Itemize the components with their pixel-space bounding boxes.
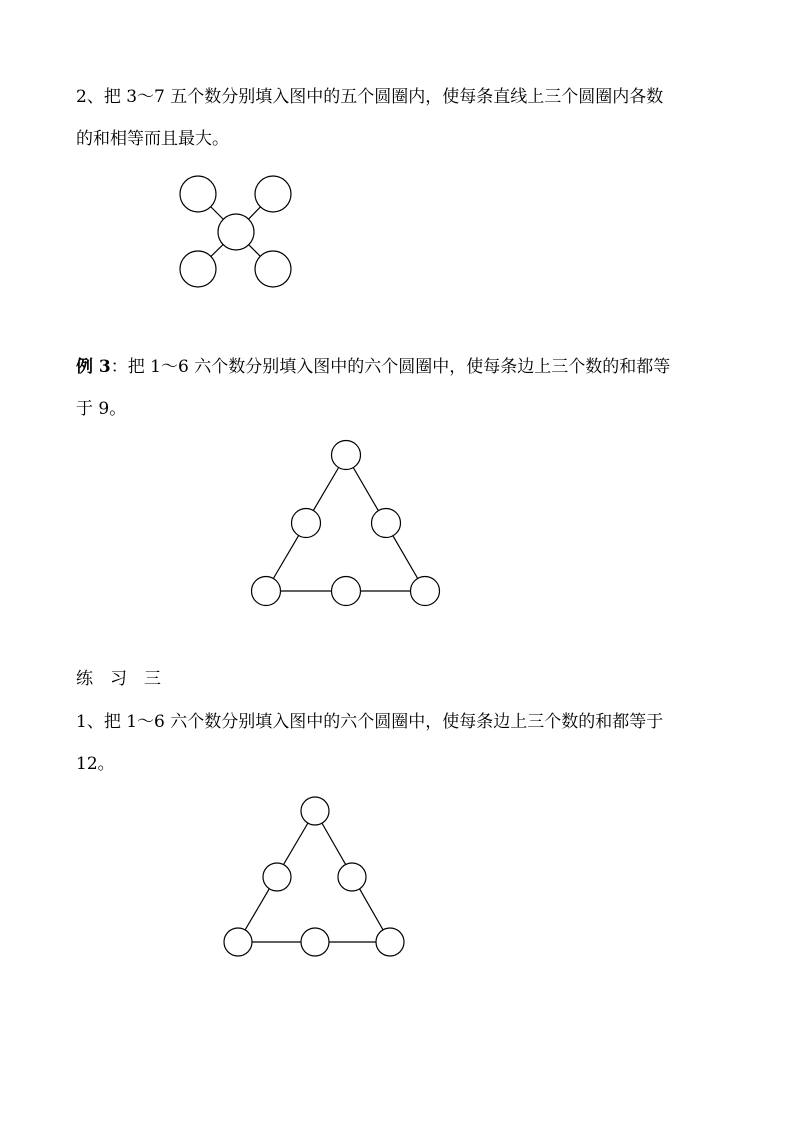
example-3-label: 例 3 — [76, 357, 111, 377]
blank-circle-bottom-mid — [301, 928, 329, 956]
blank-circle-bottom-left — [224, 928, 252, 956]
example-3-text: ：把 1～6 六个数分别填入图中的六个圆圈中，使每条边上三个数的和都等 — [110, 357, 671, 377]
blank-circle-left-mid — [263, 863, 291, 891]
problem-2-line-2: 的和相等而且最大。 — [76, 129, 229, 149]
exercise-3-problem-1-line-1: 1、把 1～6 六个数分别填入图中的六个圆圈中，使每条边上三个数的和都等于 — [76, 712, 664, 732]
blank-circle-right-mid — [338, 863, 366, 891]
blank-circle-top — [301, 797, 329, 825]
example-3-line-2: 于 9。 — [76, 399, 127, 419]
blank-circle-bottom-right — [376, 928, 404, 956]
exercise-3-heading: 练 习 三 — [76, 669, 161, 689]
problem-2-line-1: 2、把 3～7 五个数分别填入图中的五个圆圈内，使每条直线上三个圆圈内各数 — [76, 87, 664, 107]
exercise-3-problem-1-line-2: 12。 — [76, 754, 115, 774]
